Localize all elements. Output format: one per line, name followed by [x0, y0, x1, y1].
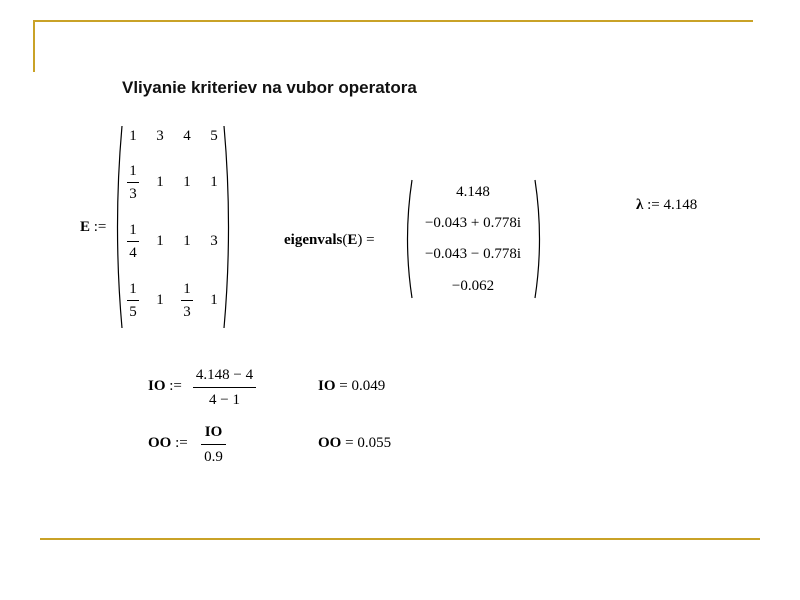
matrix-e-label: E := — [80, 219, 107, 235]
matrix-cell: 1 — [183, 174, 191, 190]
matrix-cell-fraction — [127, 280, 139, 321]
matrix-cell: 3 — [156, 128, 164, 144]
oo-fraction — [201, 423, 226, 466]
matrix-cell-fraction — [181, 280, 193, 321]
oo-label: OO := — [148, 435, 188, 451]
io-result: IO = 0.049 — [318, 378, 386, 394]
fraction-numerator: 1 — [129, 281, 137, 297]
slide-title: Vliyanie kriteriev na vubor operatora — [122, 78, 417, 97]
matrix-cell: 1 — [156, 233, 164, 249]
io-denominator: 4 − 1 — [209, 392, 240, 408]
fraction-numerator: 1 — [183, 281, 191, 297]
matrix-cell: 5 — [210, 128, 218, 144]
matrix-left-paren — [112, 124, 124, 330]
matrix-cell: 1 — [156, 174, 164, 190]
lambda-assignment: λ := 4.148 — [636, 197, 698, 213]
matrix-cell: 3 — [210, 233, 218, 249]
fraction-denominator: 5 — [129, 304, 137, 320]
left-rule — [33, 20, 35, 72]
eigenvalue-entry: −0.043 + 0.778i — [424, 215, 522, 231]
matrix-cell: 1 — [129, 128, 137, 144]
fraction-denominator: 4 — [129, 245, 137, 261]
matrix-cell-fraction — [127, 221, 139, 262]
bottom-rule — [40, 538, 760, 540]
eigenvalue-entry: 4.148 — [456, 184, 490, 200]
oo-denominator: 0.9 — [204, 449, 223, 465]
oo-numerator: IO — [204, 424, 223, 440]
io-numerator: 4.148 − 4 — [195, 367, 254, 383]
io-fraction — [193, 366, 256, 409]
fraction-denominator: 3 — [183, 304, 191, 320]
matrix-cell: 1 — [183, 233, 191, 249]
matrix-cell-fraction — [127, 162, 139, 203]
eigenvalue-entry: −0.062 — [451, 278, 495, 294]
oo-result: OO = 0.055 — [318, 435, 392, 451]
eigenvalue-entry: −0.043 − 0.778i — [424, 246, 522, 262]
matrix-cell: 1 — [156, 292, 164, 308]
matrix-right-paren — [222, 124, 234, 330]
fraction-numerator: 1 — [129, 222, 137, 238]
matrix-cell: 1 — [210, 292, 218, 308]
matrix-cell: 1 — [210, 174, 218, 190]
top-rule — [33, 20, 753, 22]
fraction-numerator: 1 — [129, 163, 137, 179]
io-label: IO := — [148, 378, 182, 394]
fraction-denominator: 3 — [129, 186, 137, 202]
matrix-cell: 4 — [183, 128, 191, 144]
eigenvals-expression: eigenvals(E) = — [284, 232, 375, 248]
